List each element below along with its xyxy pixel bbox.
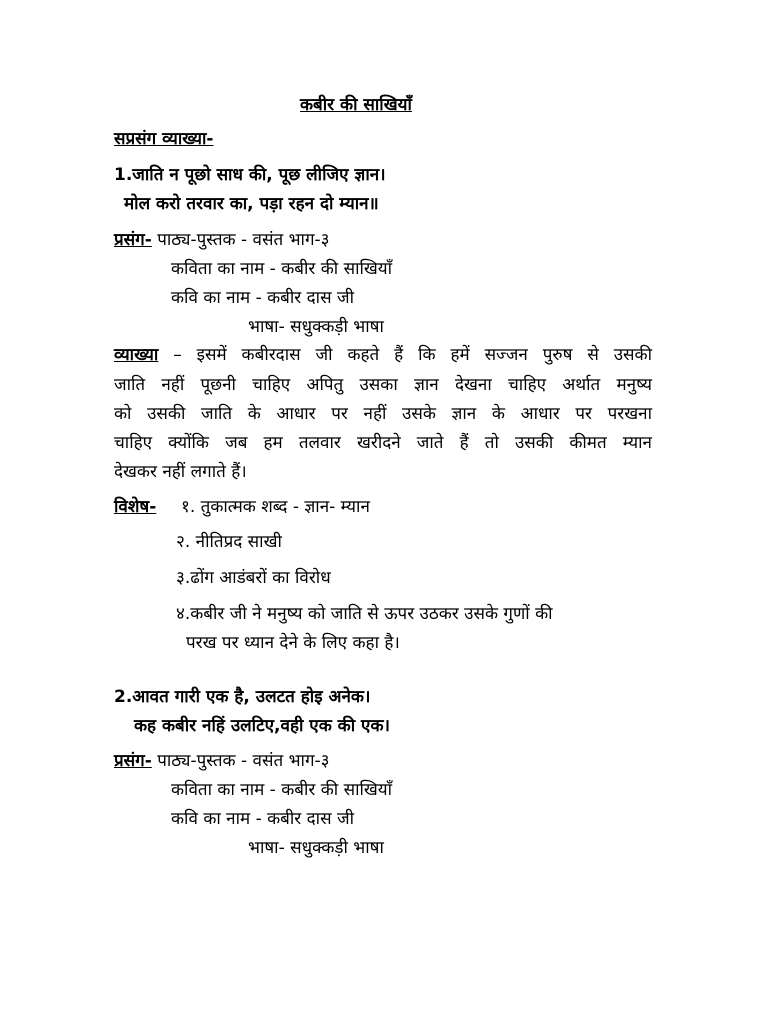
vyakhya-line3: को उसकी जाति के आधार पर नहीं उसके ज्ञान के आधार पर परखना: [114, 404, 652, 424]
saakhi1-language: भाषा- सधुक्कड़ी भाषा: [248, 317, 384, 337]
saakhi2-line2: कह कबीर नहिं उलटिए,वही एक की एक।: [134, 716, 390, 736]
page-title: कबीर की साखियाँ: [300, 95, 412, 115]
vishesh-label: विशेष-: [114, 497, 157, 517]
prasang-book: पाठ्य-पुस्तक - वसंत भाग-३: [157, 751, 330, 771]
saakhi1-line2: मोल करो तरवार का, पड़ा रहन दो म्यान॥: [124, 194, 379, 214]
saakhi2-poem-name: कविता का नाम - कबीर की साखियाँ: [171, 780, 393, 800]
prasang-label: प्रसंग-: [114, 751, 152, 771]
vishesh-item-3: ३.ढोंग आडंबरों का विरोध: [176, 568, 331, 588]
prasang-label: प्रसंग-: [114, 230, 152, 250]
vishesh-item-1: १. तुकात्मक शब्द - ज्ञान- म्यान: [181, 497, 370, 517]
vyakhya-line2: जाति नहीं पूछनी चाहिए अपितु उसका ज्ञान देखना चाहिए अर्थात मनुष्य: [114, 375, 652, 395]
vishesh-item-4-line2: परख पर ध्यान देने के लिए कहा है।: [186, 633, 400, 653]
saakhi2-line1: 2.आवत गारी एक है, उलटत होइ अनेक।: [114, 687, 371, 707]
section-heading: सप्रसंग व्याख्या-: [114, 129, 214, 149]
vyakhya-line1: [114, 344, 652, 366]
vishesh-item-4-line1: ४.कबीर जी ने मनुष्य को जाति से ऊपर उठकर उसके गुणों की: [176, 604, 553, 624]
prasang-book: पाठ्य-पुस्तक - वसंत भाग-३: [157, 230, 330, 250]
vyakhya-line5: देखकर नहीं लगाते हैं।: [114, 462, 247, 482]
saakhi2-language: भाषा- सधुक्कड़ी भाषा: [248, 838, 384, 858]
vyakhya-line4: चाहिए क्योंकि जब हम तलवार खरीदने जाते हैं तो उसकी कीमत म्यान: [114, 433, 652, 453]
saakhi1-line1: 1.जाति न पूछो साध की, पूछ लीजिए ज्ञान।: [114, 165, 386, 185]
saakhi2-poet-name: कवि का नाम - कबीर दास जी: [171, 809, 354, 829]
saakhi1-poem-name: कविता का नाम - कबीर की साखियाँ: [171, 259, 393, 279]
saakhi1-poet-name: कवि का नाम - कबीर दास जी: [171, 288, 354, 308]
vyakhya-label: व्याख्या: [114, 345, 159, 365]
saakhi1-prasang: [114, 229, 329, 251]
vyakhya-text-1: – इसमें कबीरदास जी कहते हैं कि हमें सज्जन पुरुष से उसकी: [173, 345, 652, 365]
vishesh-item-2: २. नीतिप्रद साखी: [176, 532, 282, 552]
saakhi2-prasang: [114, 750, 329, 772]
